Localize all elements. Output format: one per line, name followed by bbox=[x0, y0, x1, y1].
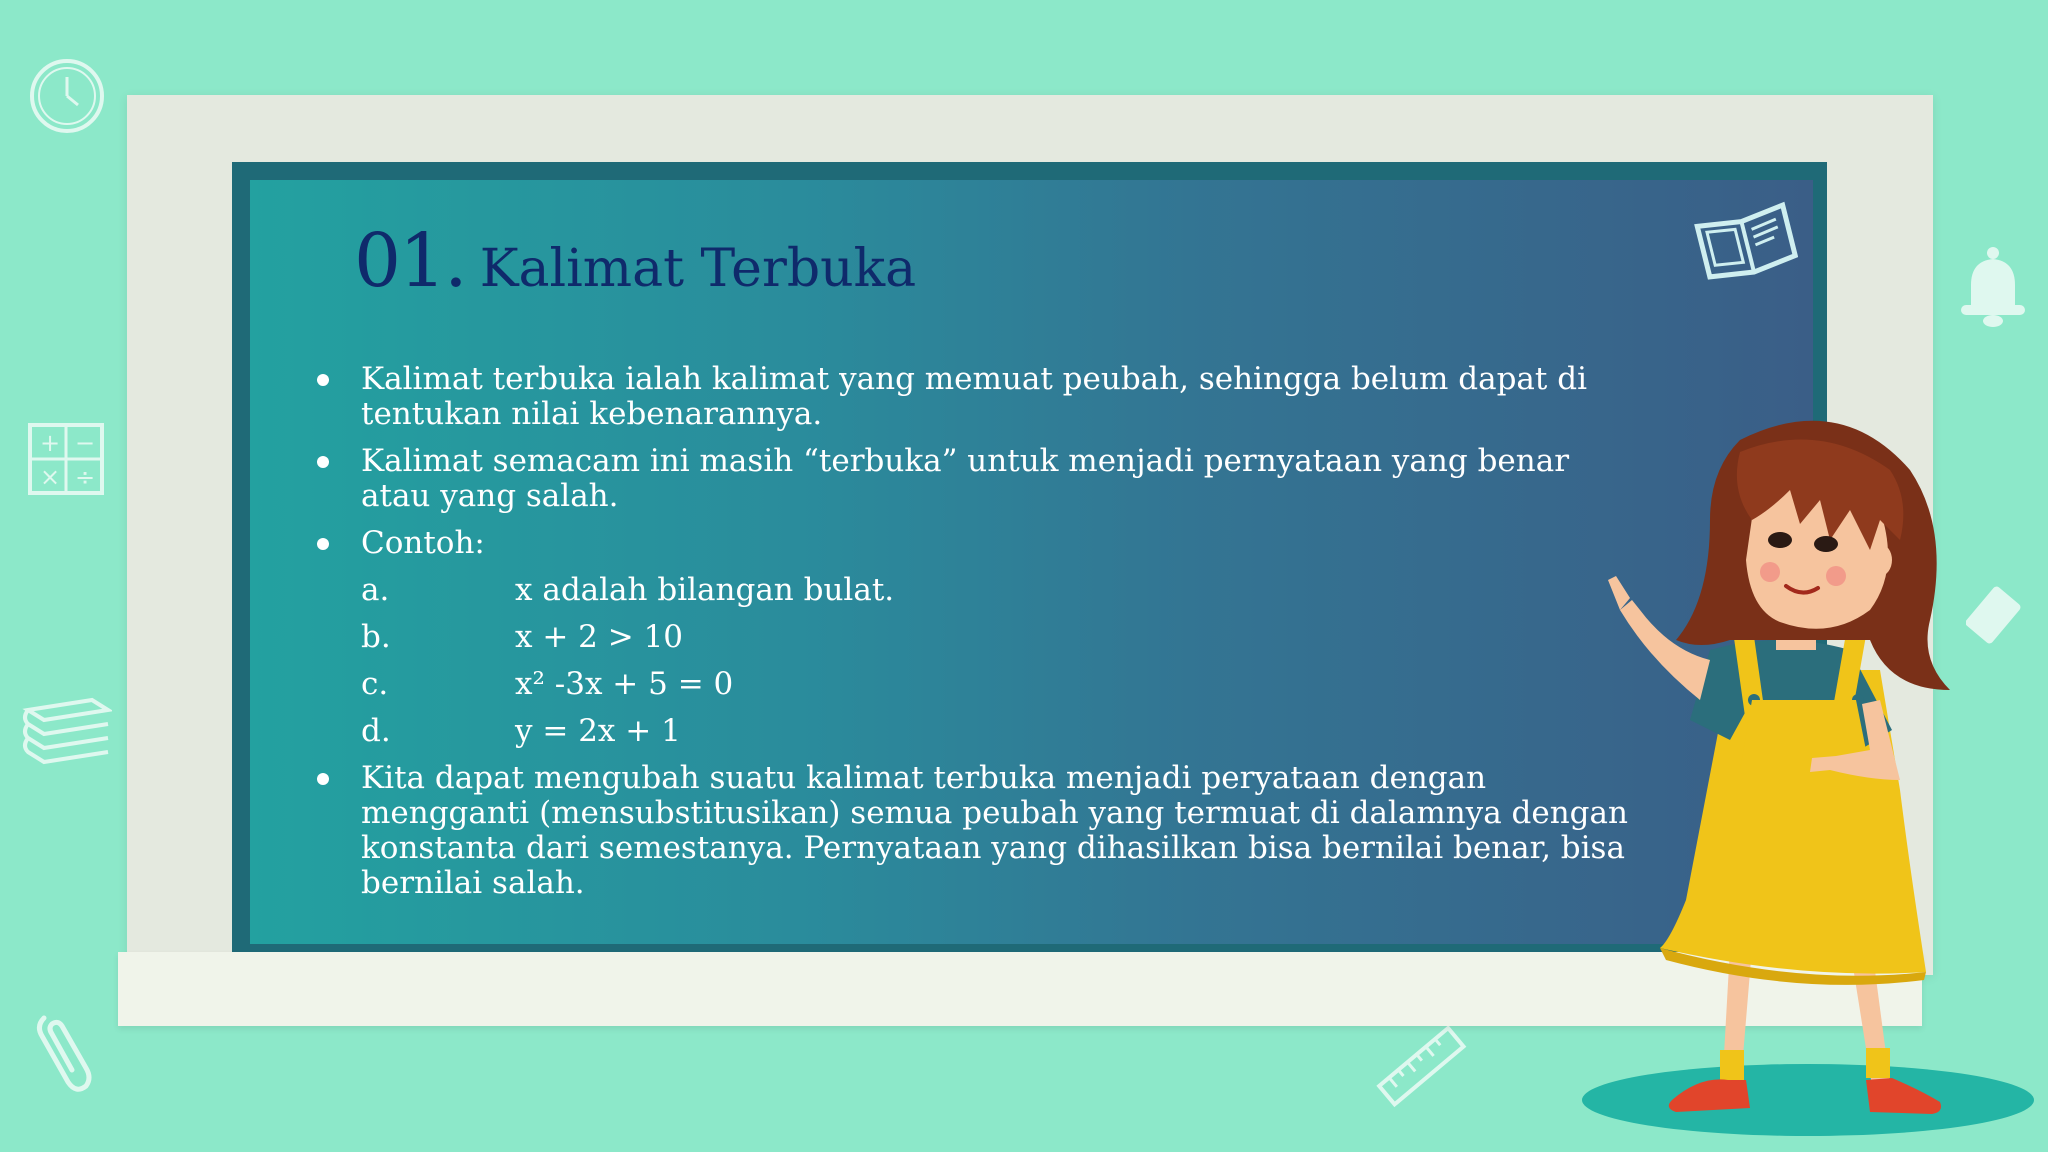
bullet-text: Kalimat terbuka ialah kalimat yang memuat peubah, sehingga belum dapat di tentukan nilai kebenarannya. bbox=[361, 361, 1587, 432]
example-item bbox=[310, 620, 1630, 655]
example-letter: c. bbox=[361, 666, 389, 702]
bell-icon bbox=[1955, 245, 2031, 331]
svg-text:÷: ÷ bbox=[75, 463, 96, 491]
example-statement: x² -3x + 5 = 0 bbox=[515, 666, 734, 702]
bullet-dot bbox=[317, 538, 329, 550]
bullet-item bbox=[310, 761, 1630, 901]
slide-title bbox=[354, 218, 916, 304]
example-item bbox=[310, 573, 1630, 608]
example-letter: d. bbox=[361, 713, 391, 749]
svg-text:−: − bbox=[75, 429, 96, 457]
slide-content bbox=[310, 362, 1630, 913]
slide-number: 01. bbox=[354, 218, 466, 304]
girl-illustration bbox=[1580, 400, 2048, 1152]
calculator-icon bbox=[28, 423, 104, 495]
example-letter: b. bbox=[361, 619, 391, 655]
clock-icon bbox=[28, 57, 106, 135]
svg-text:×: × bbox=[40, 463, 61, 491]
example-letter: a. bbox=[361, 572, 390, 608]
bullet-dot bbox=[317, 773, 329, 785]
example-statement: x adalah bilangan bulat. bbox=[515, 572, 895, 608]
example-statement: y = 2x + 1 bbox=[515, 713, 681, 749]
bullet-text: Kalimat semacam ini masih “terbuka” untuk menjadi pernyataan yang benar atau yang salah. bbox=[361, 443, 1570, 514]
slide-heading: Kalimat Terbuka bbox=[479, 239, 917, 299]
example-item bbox=[310, 667, 1630, 702]
books-icon bbox=[22, 690, 112, 770]
svg-text:+: + bbox=[40, 429, 61, 457]
bullet-dot bbox=[317, 374, 329, 386]
bullet-item bbox=[310, 444, 1630, 514]
paperclip-icon bbox=[30, 1008, 94, 1094]
bullet-text: Kita dapat mengubah suatu kalimat terbuka menjadi peryataan dengan mengganti (mensubstitusikan) semua peubah yang termuat di dalamnya dengan konstanta dari semestanya. Pernyataan yang dihasilkan bisa bernilai benar, bisa bernilai salah. bbox=[361, 760, 1628, 901]
example-statement: x + 2 > 10 bbox=[515, 619, 684, 655]
bullet-dot bbox=[317, 456, 329, 468]
bullet-item bbox=[310, 362, 1630, 432]
example-item bbox=[310, 714, 1630, 749]
bullet-item bbox=[310, 526, 1630, 561]
book-icon bbox=[1694, 197, 1798, 283]
bullet-text: Contoh: bbox=[361, 525, 485, 561]
ruler-icon bbox=[1372, 1022, 1472, 1112]
